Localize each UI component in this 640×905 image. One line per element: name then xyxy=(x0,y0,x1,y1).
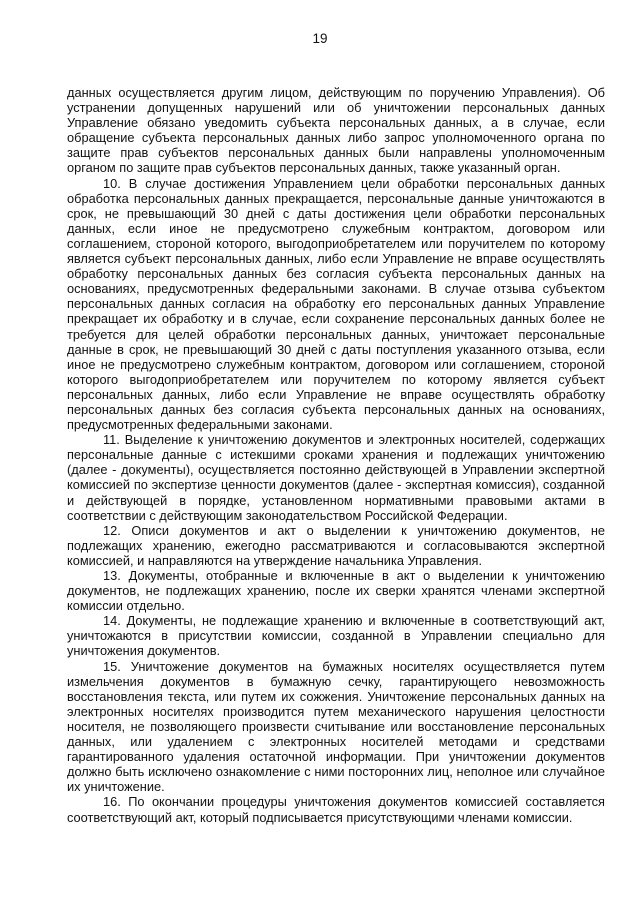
paragraph-15: 15. Уничтожение документов на бумажных носителях осуществляется путем измельчения документов в бумажную сечку, гарантирующего невозможность восстановления текста, или путем их сожжения. Уничтожение персональных данных на электронных носителях производится путем механического нарушения целостности носителя, не позволяющего произвести считывание или восстановление персональных данных, или удалением с электронных носителей методами и средствами гарантированного удаления остаточной информации. При уничтожении документов должно быть исключено ознакомление с ними посторонних лиц, неполное или случайное их уничтожение. xyxy=(67,658,605,795)
paragraph-12: 12. Описи документов и акт о выделении к уничтожению документов, не подлежащих хранению, ежегодно рассматриваются и согласовываются экспертной комиссией, и направляются на утверждение начальника Управления. xyxy=(67,522,605,568)
document-body xyxy=(67,85,605,825)
paragraph-11: 11. Выделение к уничтожению документов и электронных носителей, содержащих персональные данные с истекшими сроками хранения и подлежащих уничтожению (далее - документы), осуществляется постоянно действующей в Управлении экспертной комиссией по экспертизе ценности документов (далее - экспертная комиссия), созданной и действующей в порядке, установленном нормативными правовыми актами в соответствии с действующим законодательством Российской Федерации. xyxy=(67,432,605,523)
page-number: 19 xyxy=(312,31,328,46)
paragraph-10: 10. В случае достижения Управлением цели обработки персональных данных обработка персональных данных прекращается, персональные данные уничтожаются в срок, не превышающий 30 дней с даты достижения цели обработки персональных данных, если иное не предусмотрено служебным контрактом, договором или соглашением, стороной которого, выгодоприобретателем или поручителем по которому является субъект персональных данных, либо если Управление не вправе осуществлять обработку персональных данных без согласия субъекта персональных данных на основаниях, предусмотренных федеральными законами. В случае отзыва субъектом персональных данных согласия на обработку его персональных данных Управление прекращает их обработку и в случае, если сохранение персональных данных более не требуется для целей обработки персональных данных, уничтожает персональные данные в срок, не превышающий 30 дней с даты поступления указанного отзыва, если иное не предусмотрено служебным контрактом, договором или соглашением, стороной которого выгодоприобретателем или поручителем по которому является субъект персональных данных, либо если Управление не вправе осуществлять обработку персональных данных без согласия субъекта персональных данных на основаниях, предусмотренных федеральными законами. xyxy=(67,175,605,433)
paragraph-13: 13. Документы, отобранные и включенные в акт о выделении к уничтожению документов, не подлежащих хранению, после их сверки хранятся членами экспертной комиссии отдельно. xyxy=(67,568,605,614)
paragraph-16: 16. По окончании процедуры уничтожения документов комиссией составляется соответствующий акт, который подписывается присутствующими членами комиссии. xyxy=(67,794,605,825)
paragraph-14: 14. Документы, не подлежащие хранению и включенные в соответствующий акт, уничтожаются в присутствии комиссии, созданной в Управлении специально для уничтожения документов. xyxy=(67,613,605,659)
paragraph-continuation: данных осуществляется другим лицом, действующим по поручению Управления). Об устранении допущенных нарушений или об уничтожении персональных данных Управление обязано уведомить субъекта персональных данных, а в случае, если обращение субъекта персональных данных либо запрос уполномоченного органа по защите прав субъектов персональных данных были направлены уполномоченным органом по защите прав субъектов персональных данных, также указанный орган. xyxy=(67,85,605,176)
